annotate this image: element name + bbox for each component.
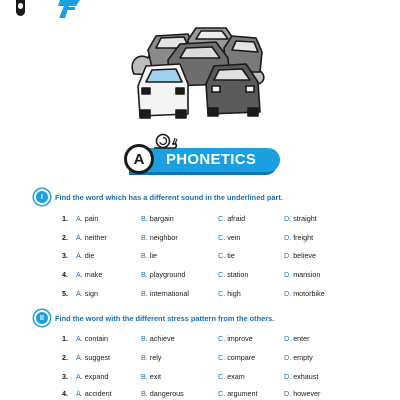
option-d: D. enter bbox=[284, 334, 310, 343]
option-a: A. expand bbox=[76, 372, 109, 381]
option-b: B. exit bbox=[141, 372, 161, 381]
option-c: C. compare bbox=[218, 353, 256, 362]
question-row bbox=[60, 372, 380, 382]
part-one-instruction: Find the word which has a different sound in the underlined part. bbox=[55, 192, 283, 202]
question-row bbox=[60, 251, 380, 261]
option-b: B. bargain bbox=[141, 214, 174, 223]
option-c: C. tie bbox=[218, 251, 235, 260]
part-two-heading bbox=[40, 310, 274, 326]
option-b: B. achieve bbox=[141, 334, 175, 343]
part-one-heading bbox=[40, 189, 283, 205]
part-two-badge: II bbox=[34, 310, 50, 326]
option-d: D. believe bbox=[284, 251, 316, 260]
option-c: C. high bbox=[218, 289, 241, 298]
option-b: B. lie bbox=[141, 251, 157, 260]
option-d: D. however bbox=[284, 389, 321, 398]
section-banner bbox=[110, 146, 282, 174]
question-row bbox=[60, 389, 380, 399]
option-a: A. die bbox=[76, 251, 95, 260]
question-row bbox=[60, 233, 380, 243]
question-row bbox=[60, 334, 380, 344]
option-c: C. station bbox=[218, 270, 249, 279]
option-a: A. contain bbox=[76, 334, 108, 343]
option-d: D. mansion bbox=[284, 270, 321, 279]
option-d: D. freight bbox=[284, 233, 314, 242]
option-d: D. exhaust bbox=[284, 372, 319, 381]
option-a: A. pain bbox=[76, 214, 99, 223]
option-a: A. suggest bbox=[76, 353, 110, 362]
question-number: 3. bbox=[62, 251, 68, 260]
snail-icon bbox=[152, 132, 178, 150]
option-c: C. exam bbox=[218, 372, 245, 381]
question-number: 4. bbox=[62, 270, 68, 279]
question-number: 2. bbox=[62, 233, 68, 242]
option-c: C. improve bbox=[218, 334, 253, 343]
section-letter-badge: A bbox=[124, 144, 154, 174]
question-number: 2. bbox=[62, 353, 68, 362]
question-row bbox=[60, 353, 380, 363]
option-d: D. straight bbox=[284, 214, 317, 223]
section-title: PHONETICS bbox=[166, 151, 257, 168]
part-two-instruction: Find the word with the different stress pattern from the others. bbox=[55, 313, 275, 323]
option-b: B. neighbor bbox=[141, 233, 178, 242]
option-c: C. argument bbox=[218, 389, 258, 398]
part-one-badge: I bbox=[34, 189, 50, 205]
option-c: C. vein bbox=[218, 233, 241, 242]
question-row bbox=[60, 289, 380, 299]
option-b: B. playground bbox=[141, 270, 186, 279]
option-d: D. empty bbox=[284, 353, 313, 362]
option-c: C. afraid bbox=[218, 214, 246, 223]
question-number: 1. bbox=[62, 214, 68, 223]
option-a: A. make bbox=[76, 270, 103, 279]
number-seven-logo-icon bbox=[56, 0, 84, 20]
binder-tab-icon bbox=[16, 0, 25, 16]
question-row bbox=[60, 214, 380, 224]
option-b: B. rely bbox=[141, 353, 162, 362]
option-d: D. motorbike bbox=[284, 289, 325, 298]
traffic-jam-cars-snail-illustration bbox=[128, 22, 278, 122]
option-a: A. accident bbox=[76, 389, 112, 398]
option-b: B. dangerous bbox=[141, 389, 184, 398]
option-b: B. international bbox=[141, 289, 189, 298]
question-number: 5. bbox=[62, 289, 68, 298]
question-row bbox=[60, 270, 380, 280]
question-number: 4. bbox=[62, 389, 68, 398]
question-number: 3. bbox=[62, 372, 68, 381]
question-number: 1. bbox=[62, 334, 68, 343]
option-a: A. neither bbox=[76, 233, 107, 242]
option-a: A. sign bbox=[76, 289, 98, 298]
